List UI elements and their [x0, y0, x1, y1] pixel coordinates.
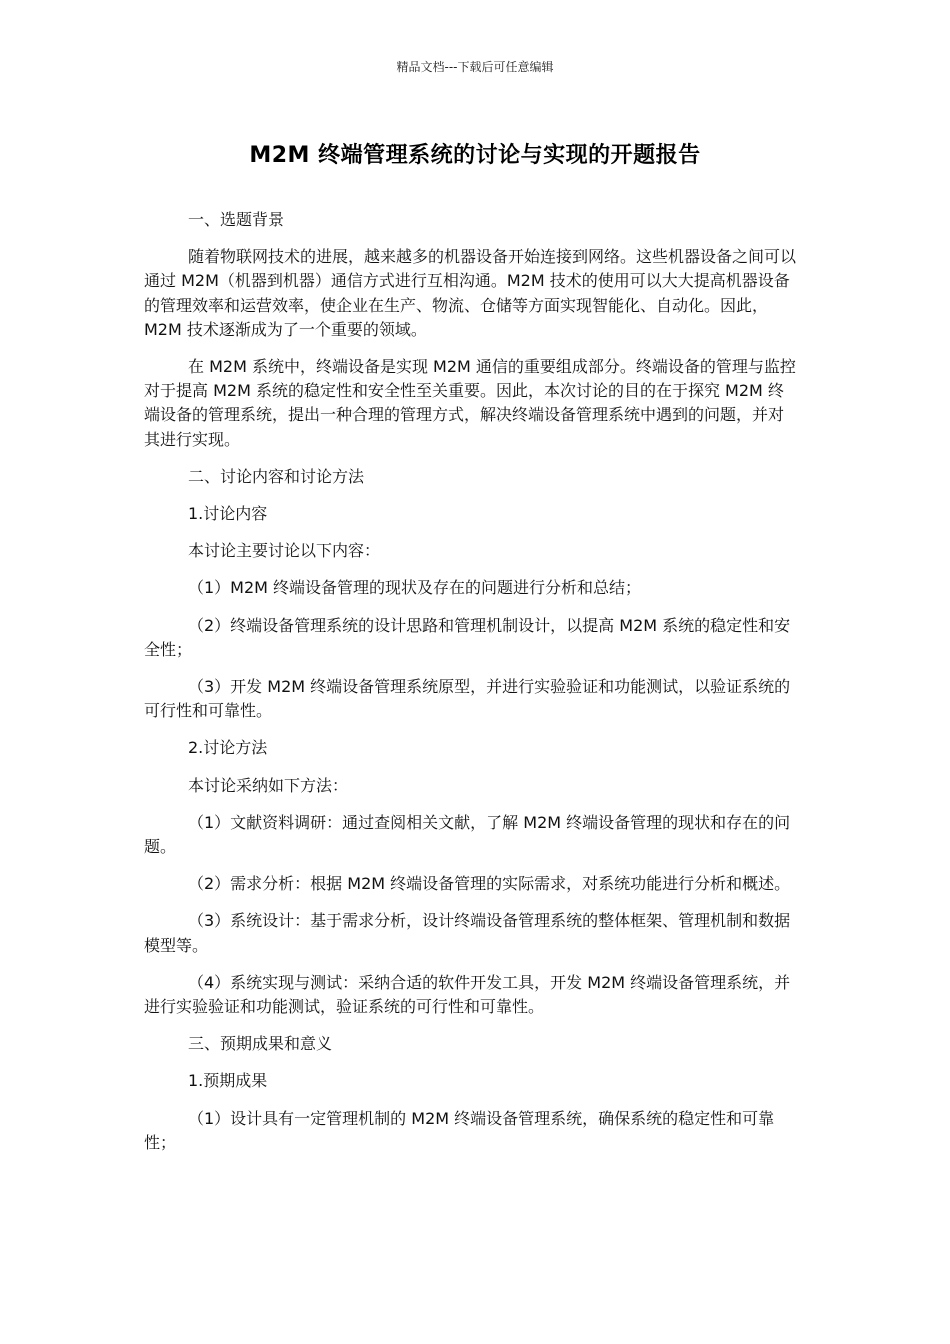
section-heading-results: 三、预期成果和意义 [188, 1034, 333, 1054]
section-heading-content-methods: 二、讨论内容和讨论方法 [188, 466, 365, 486]
list-item-methods-3: （3）系统设计：基于需求分析，设计终端设备管理系统的整体框架、管理机制和数据模型等。 [144, 911, 791, 955]
list-item-methods-4: （4）系统实现与测试：采纳合适的软件开发工具，开发 M2M 终端设备管理系统，并进行实验验证和功能测试，验证系统的可行性和可靠性。 [144, 972, 791, 1017]
section-heading-background: 一、选题背景 [188, 210, 285, 229]
document-title: M2M 终端管理系统的讨论与实现的开题报告 [249, 143, 701, 168]
document-body [144, 208, 796, 1168]
list-item-content-2: （2）终端设备管理系统的设计思路和管理机制设计，以提高 M2M 系统的稳定性和安全性； [144, 615, 791, 659]
subheading-methods: 2.讨论方法 [188, 738, 268, 758]
header-note: 精品文档---下载后可任意编辑 [396, 60, 554, 74]
list-item-results-1: （1）设计具有一定管理机制的 M2M 终端设备管理系统，确保系统的稳定性和可靠性； [144, 1108, 775, 1152]
list-item-methods-1: （1）文献资料调研：通过查阅相关文献，了解 M2M 终端设备管理的现状和存在的问题。 [144, 812, 791, 857]
list-item-content-1: （1）M2M 终端设备管理的现状及存在的问题进行分析和总结； [188, 578, 642, 598]
list-item-methods-2: （2）需求分析：根据 M2M 终端设备管理的实际需求，对系统功能进行分析和概述。 [188, 874, 791, 894]
paragraph-background-2: 在 M2M 系统中，终端设备是实现 M2M 通信的重要组成部分。终端设备的管理与监控对于提高 M2M 系统的稳定性和安全性至关重要。因此，本次讨论的目的在于探究 M2M 终端设备的管理系统，提出一种合理的管理方式，解决终端设备管理系统中遇到的问题，并对其进行实现。 [144, 357, 796, 449]
subheading-content: 1.讨论内容 [188, 504, 268, 524]
list-item-content-3: （3）开发 M2M 终端设备管理系统原型，并进行实验验证和功能测试，以验证系统的可行性和可靠性。 [144, 677, 791, 721]
paragraph-methods-intro: 本讨论采纳如下方法： [188, 775, 349, 795]
subheading-expected-results: 1.预期成果 [188, 1071, 268, 1091]
paragraph-content-intro: 本讨论主要讨论以下内容： [188, 541, 381, 561]
paragraph-background-1: 随着物联网技术的进展，越来越多的机器设备开始连接到网络。这些机器设备之间可以通过 M2M（机器到机器）通信方式进行互相沟通。M2M 技术的使用可以大大提高机器设备的管理效率和运营效率，使企业在生产、物流、仓储等方面实现智能化、自动化。因此，M2M 技术逐渐成为了一个重要的领域。 [144, 247, 797, 339]
